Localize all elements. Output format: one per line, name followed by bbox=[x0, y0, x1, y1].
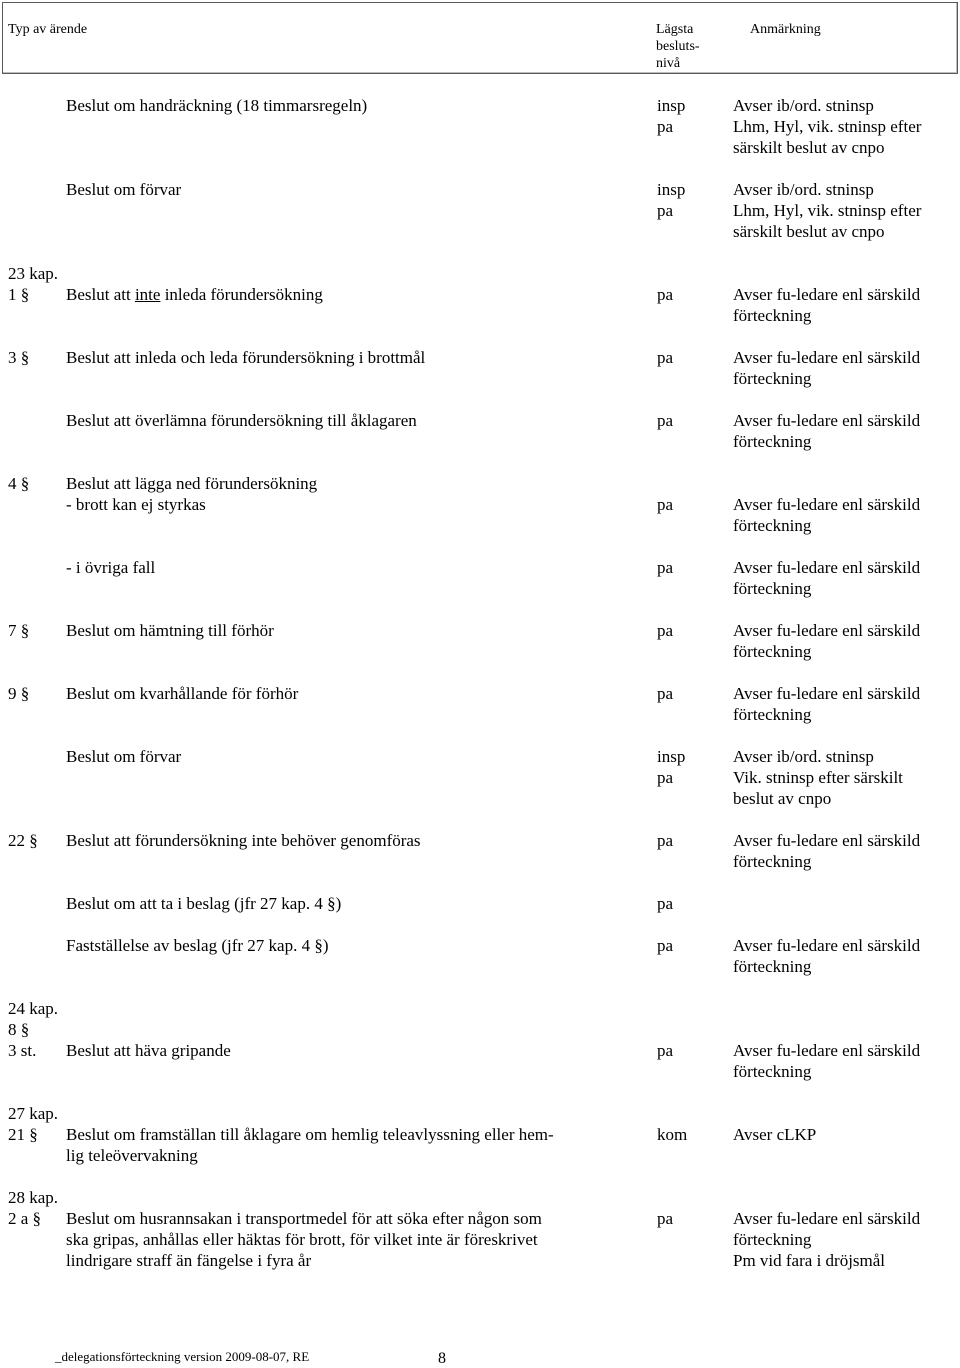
entry-line bbox=[0, 557, 960, 578]
header-level-line: besluts- bbox=[656, 39, 700, 54]
decision-entry bbox=[0, 263, 960, 326]
entry-line bbox=[0, 179, 960, 200]
remark: förteckning bbox=[733, 432, 812, 451]
entry-line bbox=[0, 851, 960, 872]
text-segment: inleda förundersökning bbox=[160, 285, 323, 304]
entry-line bbox=[0, 347, 960, 368]
decision-entry bbox=[0, 935, 960, 977]
case-description: Beslut att inleda och leda förundersökning i brottmål bbox=[66, 348, 426, 367]
remark: Avser fu-ledare enl särskild bbox=[733, 1209, 921, 1228]
remark: förteckning bbox=[733, 642, 812, 661]
remark: förteckning bbox=[733, 852, 812, 871]
case-description: Beslut att överlämna förundersökning till åklagaren bbox=[66, 411, 417, 430]
entry-line bbox=[0, 263, 960, 284]
entry-line bbox=[0, 830, 960, 851]
remark: särskilt beslut av cnpo bbox=[733, 138, 885, 157]
case-description: Beslut att förundersökning inte behöver genomföras bbox=[66, 831, 421, 850]
case-description: Beslut om framställan till åklagare om hemlig teleavlyssning eller hem- bbox=[66, 1125, 554, 1144]
section-reference: 24 kap. bbox=[8, 999, 59, 1018]
case-description: lindrigare straff än fängelse i fyra år bbox=[66, 1251, 312, 1270]
remark: förteckning bbox=[733, 516, 812, 535]
section-reference: 3 § bbox=[8, 348, 30, 367]
decision-level: pa bbox=[657, 117, 674, 136]
case-description: Beslut om förvar bbox=[66, 180, 182, 199]
section-reference: 27 kap. bbox=[8, 1104, 59, 1123]
remark: Avser fu-ledare enl särskild bbox=[733, 558, 921, 577]
text-segment: Beslut att bbox=[66, 285, 135, 304]
case-description: Beslut om hämtning till förhör bbox=[66, 621, 274, 640]
decision-entry bbox=[0, 620, 960, 662]
case-description: Beslut om att ta i beslag (jfr 27 kap. 4 §) bbox=[66, 894, 342, 913]
entry-line bbox=[0, 746, 960, 767]
entry-line bbox=[0, 116, 960, 137]
entry-line bbox=[0, 1019, 960, 1040]
entry-line bbox=[0, 788, 960, 809]
entry-line bbox=[0, 998, 960, 1019]
remark: Vik. stninsp efter särskilt bbox=[733, 768, 903, 787]
decision-entry bbox=[0, 998, 960, 1082]
entry-line bbox=[0, 956, 960, 977]
case-description bbox=[66, 284, 323, 305]
decision-level: insp bbox=[657, 96, 686, 115]
entry-line bbox=[0, 935, 960, 956]
remark: förteckning bbox=[733, 705, 812, 724]
entry-line bbox=[0, 137, 960, 158]
decision-entry bbox=[0, 95, 960, 158]
remark: förteckning bbox=[733, 369, 812, 388]
header-level-line: Lägsta bbox=[656, 22, 694, 37]
decision-level: pa bbox=[657, 348, 674, 367]
entry-line bbox=[0, 641, 960, 662]
footer-document-reference: _delegationsförteckning version 2009-08-07, RE bbox=[55, 1349, 310, 1364]
header-type-label: Typ av ärende bbox=[8, 22, 88, 37]
decision-level: pa bbox=[657, 558, 674, 577]
header-level-label bbox=[656, 21, 700, 72]
decision-entry bbox=[0, 893, 960, 914]
entry-line bbox=[0, 494, 960, 515]
entry-line bbox=[0, 200, 960, 221]
remark: Avser fu-ledare enl särskild bbox=[733, 621, 921, 640]
entry-line bbox=[0, 1040, 960, 1061]
section-reference: 23 kap. bbox=[8, 264, 59, 283]
remark: Avser cLKP bbox=[733, 1125, 817, 1144]
entry-line bbox=[0, 683, 960, 704]
entry-line bbox=[0, 620, 960, 641]
entry-line bbox=[0, 1250, 960, 1271]
case-description: Beslut att lägga ned förundersökning bbox=[66, 474, 318, 493]
entry-line bbox=[0, 1124, 960, 1145]
decision-level: insp bbox=[657, 180, 686, 199]
section-reference: 28 kap. bbox=[8, 1188, 59, 1207]
section-reference: 1 § bbox=[8, 285, 30, 304]
remark: Avser ib/ord. stninsp bbox=[733, 96, 874, 115]
entry-line bbox=[0, 578, 960, 599]
remark: Pm vid fara i dröjsmål bbox=[733, 1251, 886, 1270]
remark: Avser fu-ledare enl särskild bbox=[733, 831, 921, 850]
remark: förteckning bbox=[733, 1062, 812, 1081]
entry-line bbox=[0, 284, 960, 305]
section-reference: 22 § bbox=[8, 831, 38, 850]
remark: förteckning bbox=[733, 306, 812, 325]
entry-line bbox=[0, 410, 960, 431]
remark: Avser fu-ledare enl särskild bbox=[733, 285, 921, 304]
decision-level: pa bbox=[657, 411, 674, 430]
remark: Lhm, Hyl, vik. stninsp efter bbox=[733, 117, 922, 136]
remark: Lhm, Hyl, vik. stninsp efter bbox=[733, 201, 922, 220]
case-description: - brott kan ej styrkas bbox=[66, 495, 206, 514]
entry-line bbox=[0, 1229, 960, 1250]
case-description: ska gripas, anhållas eller häktas för brott, för vilket inte är föreskrivet bbox=[66, 1230, 538, 1249]
decision-level: insp bbox=[657, 747, 686, 766]
decision-level: pa bbox=[657, 1041, 674, 1060]
decision-list bbox=[0, 95, 960, 1271]
entry-line bbox=[0, 704, 960, 725]
decision-entry bbox=[0, 179, 960, 242]
decision-level: kom bbox=[657, 1125, 688, 1144]
remark: Avser ib/ord. stninsp bbox=[733, 747, 874, 766]
entry-line bbox=[0, 515, 960, 536]
entry-line bbox=[0, 1103, 960, 1124]
header-remark-label: Anmärkning bbox=[750, 22, 821, 37]
decision-level: pa bbox=[657, 1209, 674, 1228]
entry-line bbox=[0, 1208, 960, 1229]
entry-line bbox=[0, 1187, 960, 1208]
entry-line bbox=[0, 893, 960, 914]
remark: förteckning bbox=[733, 1230, 812, 1249]
remark: förteckning bbox=[733, 579, 812, 598]
entry-line bbox=[0, 95, 960, 116]
section-reference: 9 § bbox=[8, 684, 30, 703]
remark: Avser fu-ledare enl särskild bbox=[733, 1041, 921, 1060]
decision-level: pa bbox=[657, 285, 674, 304]
case-description: Beslut om kvarhållande för förhör bbox=[66, 684, 299, 703]
decision-level: pa bbox=[657, 684, 674, 703]
entry-line bbox=[0, 305, 960, 326]
remark: beslut av cnpo bbox=[733, 789, 832, 808]
case-description: - i övriga fall bbox=[66, 558, 156, 577]
column-header-bar bbox=[2, 2, 958, 74]
section-reference: 7 § bbox=[8, 621, 30, 640]
case-description: Beslut om husrannsakan i transportmedel för att söka efter någon som bbox=[66, 1209, 542, 1228]
case-description: Beslut att häva gripande bbox=[66, 1041, 231, 1060]
decision-level: pa bbox=[657, 936, 674, 955]
entry-line bbox=[0, 473, 960, 494]
decision-entry bbox=[0, 1103, 960, 1166]
case-description: Beslut om handräckning (18 timmarsregeln) bbox=[66, 96, 368, 115]
decision-entry bbox=[0, 410, 960, 452]
section-reference: 21 § bbox=[8, 1125, 38, 1144]
decision-level: pa bbox=[657, 894, 674, 913]
remark: Avser ib/ord. stninsp bbox=[733, 180, 874, 199]
decision-level: pa bbox=[657, 831, 674, 850]
remark: Avser fu-ledare enl särskild bbox=[733, 936, 921, 955]
underlined-word: inte bbox=[134, 285, 161, 304]
decision-level: pa bbox=[657, 768, 674, 787]
header-level-line: nivå bbox=[656, 56, 681, 71]
remark: Avser fu-ledare enl särskild bbox=[733, 684, 921, 703]
decision-level: pa bbox=[657, 201, 674, 220]
entry-line bbox=[0, 1061, 960, 1082]
remark: Avser fu-ledare enl särskild bbox=[733, 348, 921, 367]
decision-level: pa bbox=[657, 495, 674, 514]
remark: särskilt beslut av cnpo bbox=[733, 222, 885, 241]
case-description: Fastställelse av beslag (jfr 27 kap. 4 §) bbox=[66, 936, 329, 955]
decision-entry bbox=[0, 347, 960, 389]
case-description: lig teleövervakning bbox=[66, 1146, 198, 1165]
decision-entry bbox=[0, 746, 960, 809]
remark: Avser fu-ledare enl särskild bbox=[733, 411, 921, 430]
decision-level: pa bbox=[657, 621, 674, 640]
entry-line bbox=[0, 767, 960, 788]
entry-line bbox=[0, 221, 960, 242]
decision-entry bbox=[0, 830, 960, 872]
remark: Avser fu-ledare enl särskild bbox=[733, 495, 921, 514]
decision-entry bbox=[0, 557, 960, 599]
decision-entry bbox=[0, 683, 960, 725]
decision-entry bbox=[0, 1187, 960, 1271]
decision-entry bbox=[0, 473, 960, 536]
section-reference: 8 § bbox=[8, 1020, 30, 1039]
footer-page-number: 8 bbox=[438, 1350, 446, 1367]
remark: förteckning bbox=[733, 957, 812, 976]
section-reference: 3 st. bbox=[8, 1041, 37, 1060]
section-reference: 2 a § bbox=[8, 1209, 42, 1228]
case-description: Beslut om förvar bbox=[66, 747, 182, 766]
section-reference: 4 § bbox=[8, 474, 30, 493]
entry-line bbox=[0, 1145, 960, 1166]
entry-line bbox=[0, 368, 960, 389]
entry-line bbox=[0, 431, 960, 452]
